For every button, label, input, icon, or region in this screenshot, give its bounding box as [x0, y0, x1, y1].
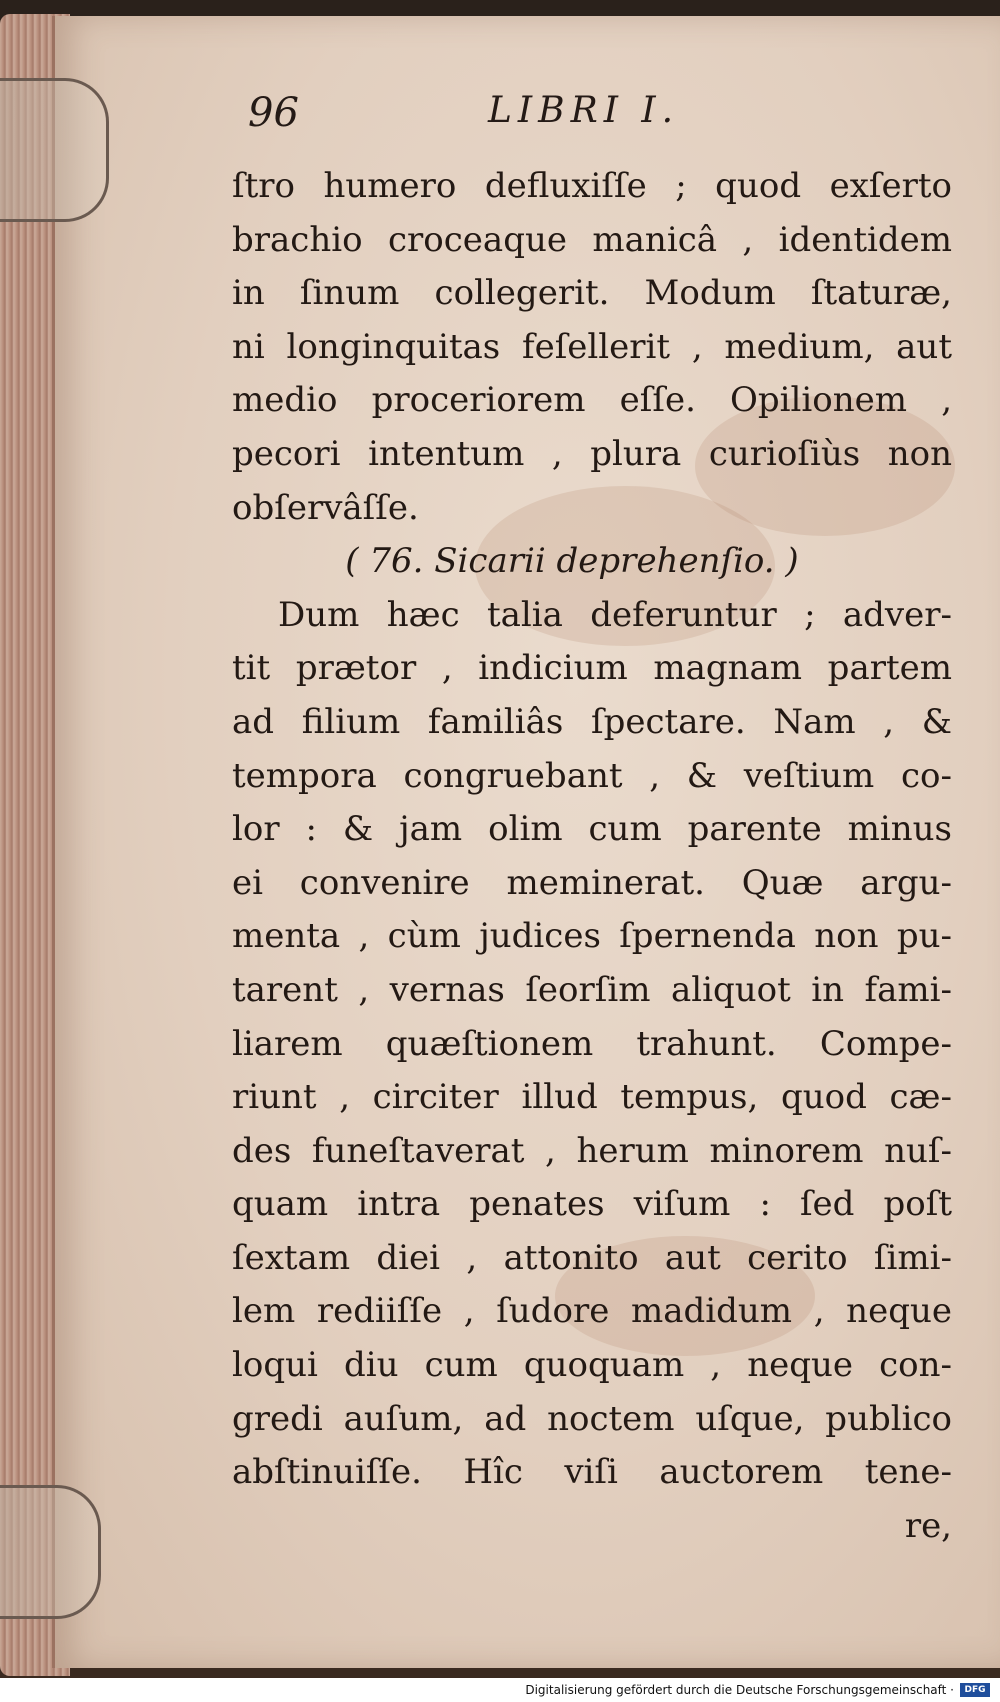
text-line: Dum hæc talia deferuntur ; adver-: [278, 594, 952, 635]
text-line: gredi auſum, ad noctem uſque, publico: [232, 1398, 952, 1439]
funding-credit: Digitalisierung gefördert durch die Deutsche Forschungsgemeinschaft ·: [525, 1683, 954, 1697]
book-clip-bottom: [0, 1485, 101, 1619]
catchword: re,: [904, 1505, 952, 1546]
text-line: tempora congruebant , & veſtium co-: [232, 755, 952, 796]
text-line: lor : & jam olim cum parente minus: [232, 809, 952, 850]
section-heading: ( 76. Sicarii deprehenſio. ): [345, 541, 799, 582]
dfg-logo: DFG: [960, 1683, 990, 1697]
text-line: medio proceriorem eſſe. Opilionem ,: [232, 380, 952, 421]
text-line: loqui diu cum quoquam , neque con-: [232, 1345, 952, 1386]
page-number: 96: [248, 90, 299, 136]
text-line: ad filium familiâs ſpectare. Nam , &: [232, 701, 952, 742]
text-line: in ſinum collegerit. Modum ſtaturæ,: [232, 273, 952, 314]
text-line: obſervâſſe.: [232, 487, 419, 528]
text-line: liarem quæſtionem trahunt. Compe-: [232, 1023, 952, 1064]
text-line: ſtro humero defluxiſſe ; quod exſerto: [232, 166, 952, 206]
running-title: LIBRI I.: [488, 90, 680, 131]
body-text: [232, 160, 952, 1553]
text-line: des funeſtaverat , herum minorem nuſ-: [232, 1130, 952, 1171]
text-line: abſtinuiſſe. Hîc viſi auctorem tene-: [232, 1452, 952, 1493]
text-line: riunt , circiter illud tempus, quod cæ-: [232, 1077, 952, 1118]
text-line: ni longinquitas feſellerit , medium, aut: [232, 326, 952, 367]
text-line: tarent , vernas ſeorſim aliquot in fami-: [232, 969, 952, 1010]
text-line: pecori intentum , plura curioſiùs non: [232, 433, 952, 474]
book-clip-top: [0, 78, 109, 222]
text-line: ei convenire meminerat. Quæ argu-: [232, 862, 952, 903]
text-line: tit prætor , indicium magnam partem: [232, 648, 952, 689]
text-line: menta , cùm judices ſpernenda non pu-: [232, 916, 952, 957]
digitization-footer: [0, 1678, 1000, 1702]
text-line: brachio croceaque manicâ , identidem: [232, 219, 952, 260]
text-line: ſextam diei , attonito aut cerito ſimi-: [232, 1237, 952, 1278]
text-line: quam intra penates viſum : ſed poſt: [232, 1184, 952, 1225]
text-line: lem rediiſſe , ſudore madidum , neque: [232, 1291, 952, 1332]
running-head: [248, 90, 708, 150]
